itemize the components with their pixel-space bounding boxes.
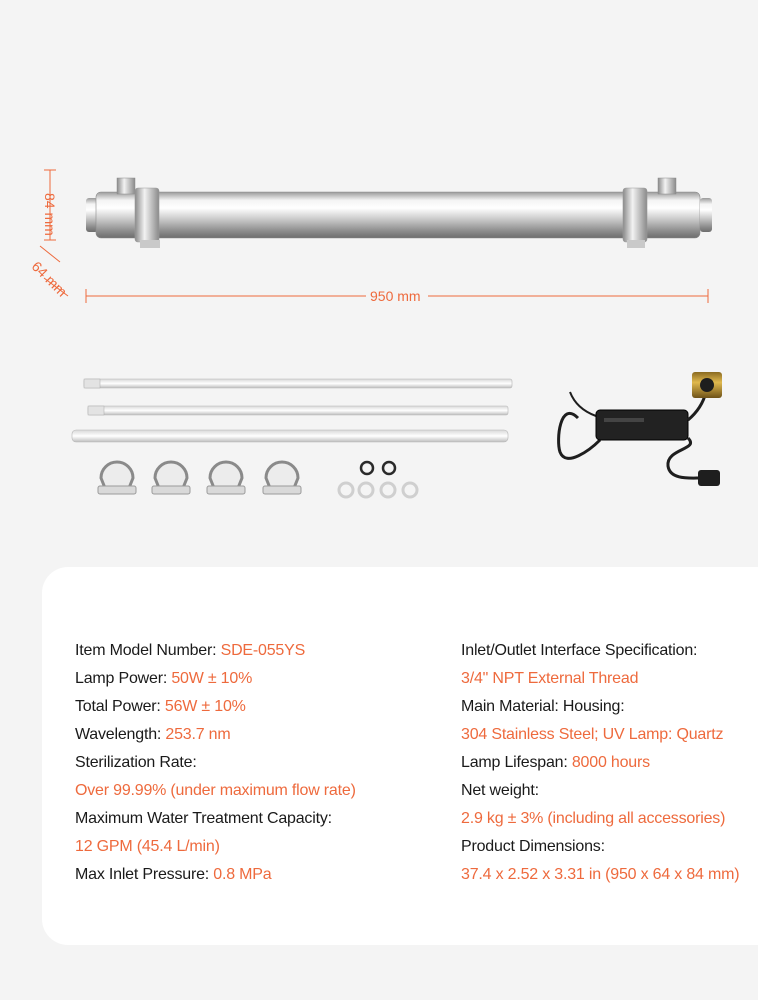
- spec-row: Main Material: Housing:: [461, 698, 625, 715]
- uv-lamps: [72, 379, 512, 442]
- specifications-card: [42, 567, 758, 945]
- spec-row: Product Dimensions:: [461, 838, 605, 855]
- spec-row: Maximum Water Treatment Capacity:: [75, 810, 332, 827]
- width-dimension-label: 64 mm: [28, 258, 71, 300]
- sterilizer-tube: [86, 178, 712, 248]
- spec-row: 37.4 x 2.52 x 3.31 in (950 x 64 x 84 mm): [461, 866, 740, 883]
- ballast-power-supply: [559, 372, 722, 486]
- spec-row: Inlet/Outlet Interface Specification:: [461, 642, 698, 659]
- spec-row: Max Inlet Pressure: 0.8 MPa: [75, 866, 272, 883]
- spec-row: Total Power: 56W ± 10%: [75, 698, 246, 715]
- spec-row: Wavelength: 253.7 nm: [75, 726, 231, 743]
- o-rings: [339, 462, 417, 497]
- specs-left-column: [75, 637, 435, 889]
- pipe-clamps: [98, 462, 301, 494]
- spec-row: Item Model Number: SDE-055YS: [75, 642, 306, 659]
- spec-row: 304 Stainless Steel; UV Lamp: Quartz: [461, 726, 724, 743]
- spec-row: 3/4" NPT External Thread: [461, 670, 639, 687]
- spec-row: 12 GPM (45.4 L/min): [75, 838, 220, 855]
- specs-right-column: [461, 637, 751, 889]
- height-dimension-label: 84 mm: [42, 193, 58, 236]
- spec-row: Lamp Power: 50W ± 10%: [75, 670, 253, 687]
- length-dimension-label: 950 mm: [370, 288, 421, 304]
- spec-row: 2.9 kg ± 3% (including all accessories): [461, 810, 726, 827]
- spec-row: Sterilization Rate:: [75, 754, 197, 771]
- spec-row: Net weight:: [461, 782, 539, 799]
- spec-row: Lamp Lifespan: 8000 hours: [461, 754, 650, 771]
- spec-row: Over 99.99% (under maximum flow rate): [75, 782, 356, 799]
